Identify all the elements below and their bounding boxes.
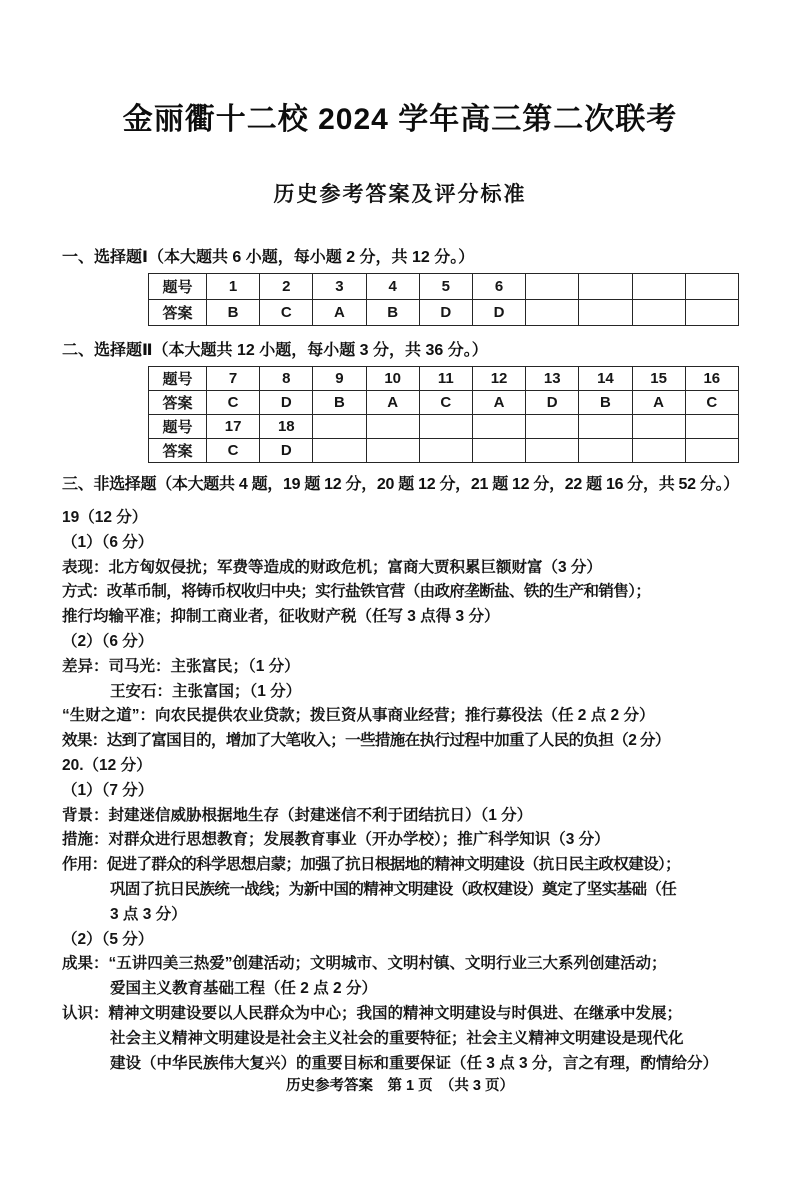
page-footer: 历史参考答案 第 1 页 （共 3 页）	[286, 1078, 514, 1094]
empty-cell	[526, 274, 579, 300]
answer-cell: C	[260, 300, 313, 326]
empty-cell	[526, 300, 579, 326]
empty-cell	[685, 274, 738, 300]
question-number-cell: 6	[472, 274, 525, 300]
table-row	[149, 439, 739, 463]
answer-cell: A	[366, 391, 419, 415]
empty-cell	[313, 415, 366, 439]
document-body	[0, 246, 800, 1076]
answer-cell: B	[579, 391, 632, 415]
empty-cell	[685, 300, 738, 326]
question-number-cell: 17	[207, 415, 260, 439]
empty-cell	[579, 415, 632, 439]
answer-table-section1	[148, 273, 739, 326]
row-label-answer: 答案	[149, 391, 207, 415]
answer-line: 方式：改革币制，将铸币权收归中央；实行盐铁官营（由政府垄断盐、铁的生产和销售）；	[62, 583, 651, 601]
answer-line: 认识：精神文明建设要以人民群众为中心；我国的精神文明建设与时俱进、在继承中发展；	[62, 1004, 683, 1022]
row-label-question: 题号	[149, 274, 207, 300]
empty-cell	[685, 439, 738, 463]
answer-line: 推行均输平准；抑制工商业者，征收财产税（任写 3 点得 3 分）	[62, 608, 500, 626]
section1-heading: 一、选择题Ⅰ（本大题共 6 小题，每小题 2 分，共 12 分。）	[62, 249, 475, 266]
answer-line: 爱国主义教育基础工程（任 2 点 2 分）	[110, 980, 377, 998]
answer-line: 3 点 3 分）	[110, 905, 187, 923]
question-number-cell: 2	[260, 274, 313, 300]
question-number-cell: 4	[366, 274, 419, 300]
question-number-cell: 16	[685, 367, 738, 391]
answer-cell: D	[472, 300, 525, 326]
answer-cell: D	[526, 391, 579, 415]
document-subtitle: 历史参考答案及评分标准	[273, 183, 527, 206]
question-number-cell: 12	[472, 367, 525, 391]
empty-cell	[632, 439, 685, 463]
empty-cell	[579, 439, 632, 463]
question-number-cell: 15	[632, 367, 685, 391]
question-number-cell: 18	[260, 415, 313, 439]
table-row	[149, 300, 739, 326]
question-number-cell: 7	[207, 367, 260, 391]
answer-line: 巩固了抗日民族统一战线；为新中国的精神文明建设（政权建设）奠定了坚实基础（任	[110, 880, 677, 898]
empty-cell	[632, 300, 685, 326]
table-row	[149, 391, 739, 415]
table-row	[149, 415, 739, 439]
empty-cell	[419, 415, 472, 439]
table-row	[149, 367, 739, 391]
row-label-question: 题号	[149, 415, 207, 439]
answer-line: 背景：封建迷信威胁根据地生存（封建迷信不利于团结抗日）（1 分）	[62, 806, 533, 824]
empty-cell	[685, 415, 738, 439]
question-number-cell: 10	[366, 367, 419, 391]
question-number-cell: 9	[313, 367, 366, 391]
answer-line: 王安石：主张富国；（1 分）	[110, 682, 302, 700]
answer-cell: B	[207, 300, 260, 326]
answer-cell: C	[207, 439, 260, 463]
answer-cell: B	[366, 300, 419, 326]
answer-line: 社会主义精神文明建设是社会主义社会的重要特征；社会主义精神文明建设是现代化	[110, 1029, 684, 1047]
answer-cell: C	[685, 391, 738, 415]
question-number-cell: 5	[419, 274, 472, 300]
answer-cell: C	[207, 391, 260, 415]
empty-cell	[472, 415, 525, 439]
answer-line: 措施：对群众进行思想教育；发展教育事业（开办学校）；推广科学知识（3 分）	[62, 831, 610, 849]
answer-cell: B	[313, 391, 366, 415]
answer-line: 效果：达到了富国目的，增加了大笔收入；一些措施在执行过程中加重了人民的负担（2 分）	[62, 732, 670, 750]
question-number-cell: 1	[207, 274, 260, 300]
answer-line: 表现：北方匈奴侵扰；军费等造成的财政危机；富商大贾积累巨额财富（3 分）	[62, 558, 602, 576]
question-number-cell: 14	[579, 367, 632, 391]
answer-cell: A	[632, 391, 685, 415]
answer-line: 作用：促进了群众的科学思想启蒙；加强了抗日根据地的精神文明建设（抗日民主政权建设）；	[62, 856, 681, 874]
question-number-cell: 3	[313, 274, 366, 300]
document-title: 金丽衢十二校 2024 学年高三第二次联考	[122, 103, 678, 136]
answer-cell: D	[419, 300, 472, 326]
answer-cell: D	[260, 439, 313, 463]
answer-line: （2）（5 分）	[62, 930, 154, 948]
empty-cell	[526, 415, 579, 439]
empty-cell	[472, 439, 525, 463]
table-row	[149, 274, 739, 300]
answer-cell: D	[260, 391, 313, 415]
empty-cell	[632, 415, 685, 439]
row-label-answer: 答案	[149, 300, 207, 326]
section2-heading: 二、选择题Ⅱ（本大题共 12 小题，每小题 3 分，共 36 分。）	[62, 342, 488, 359]
answer-table-section2	[148, 366, 739, 463]
empty-cell	[579, 300, 632, 326]
empty-cell	[579, 274, 632, 300]
answer-line: （1）（6 分）	[62, 533, 154, 551]
empty-cell	[313, 439, 366, 463]
answer-cell: C	[419, 391, 472, 415]
section3-heading: 三、非选择题（本大题共 4 题，19 题 12 分，20 题 12 分，21 题 12 分，22 题 16 分，共 52 分。）	[62, 476, 739, 493]
answer-line: “生财之道”：向农民提供农业贷款；拨巨资从事商业经营；推行募役法（任 2 点 2 分）	[62, 707, 655, 725]
question-number-cell: 11	[419, 367, 472, 391]
row-label-question: 题号	[149, 367, 207, 391]
answer-line: （2）（6 分）	[62, 632, 154, 650]
answer-lines	[62, 506, 744, 1076]
empty-cell	[419, 439, 472, 463]
empty-cell	[366, 439, 419, 463]
answer-line: 建设（中华民族伟大复兴）的重要目标和重要保证（任 3 点 3 分，言之有理，酌情给分）	[110, 1054, 718, 1072]
answer-line: （1）（7 分）	[62, 781, 154, 799]
answer-cell: A	[472, 391, 525, 415]
answer-line-q20: 20.（12 分）	[62, 756, 152, 774]
answer-cell: A	[313, 300, 366, 326]
answer-line: 成果：“五讲四美三热爱”创建活动；文明城市、文明村镇、文明行业三大系列创建活动；	[62, 955, 667, 973]
empty-cell	[526, 439, 579, 463]
question-number-cell: 13	[526, 367, 579, 391]
empty-cell	[366, 415, 419, 439]
row-label-answer: 答案	[149, 439, 207, 463]
answer-line: 差异：司马光：主张富民；（1 分）	[62, 657, 300, 675]
answer-line-q19: 19（12 分）	[62, 509, 148, 526]
empty-cell	[632, 274, 685, 300]
question-number-cell: 8	[260, 367, 313, 391]
